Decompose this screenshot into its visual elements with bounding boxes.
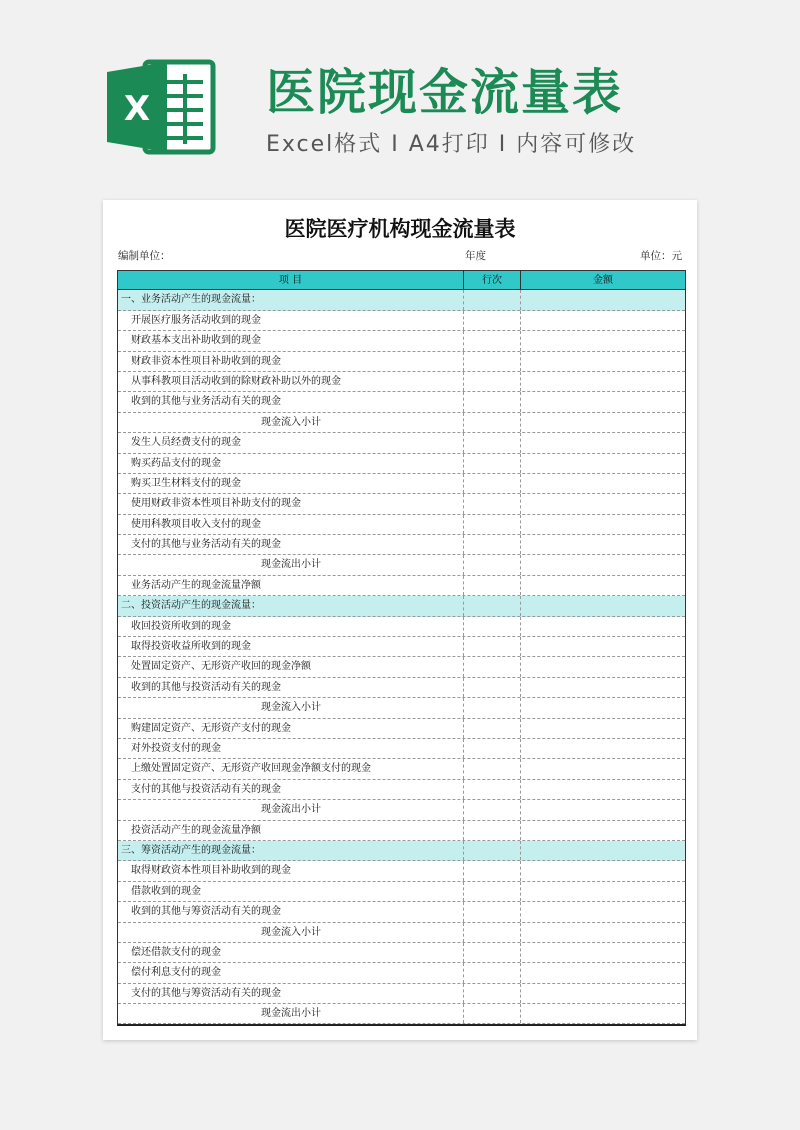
table-row	[118, 719, 685, 739]
line-no-cell[interactable]	[464, 739, 521, 758]
line-no-cell[interactable]	[464, 902, 521, 921]
section-row	[118, 596, 685, 616]
line-no-cell[interactable]	[464, 637, 521, 656]
table-row	[118, 474, 685, 494]
item-cell[interactable]: 开展医疗服务活动收到的现金	[118, 311, 464, 330]
year-label: 年度	[465, 250, 486, 262]
item-cell[interactable]: 发生人员经费支付的现金	[118, 433, 464, 452]
item-cell[interactable]: 现金流入小计	[118, 923, 464, 942]
currency-unit-label: 单位：元	[640, 250, 682, 262]
amount-cell[interactable]	[521, 719, 685, 738]
item-cell[interactable]: 购买药品支付的现金	[118, 454, 464, 473]
column-header-line-no: 行次	[464, 271, 521, 289]
amount-cell[interactable]	[521, 433, 685, 452]
table-row	[118, 759, 685, 779]
excel-logo-icon	[105, 58, 217, 156]
item-cell[interactable]: 收到的其他与业务活动有关的现金	[118, 392, 464, 411]
item-cell[interactable]: 现金流出小计	[118, 555, 464, 574]
table-row	[118, 433, 685, 453]
amount-cell[interactable]	[521, 800, 685, 819]
amount-cell[interactable]	[521, 943, 685, 962]
line-no-cell[interactable]	[464, 413, 521, 432]
excel-logo-letter: X	[123, 89, 151, 129]
line-no-cell[interactable]	[464, 678, 521, 697]
amount-cell[interactable]	[521, 474, 685, 493]
subtotal-row	[118, 1004, 685, 1024]
subtotal-row	[118, 413, 685, 433]
line-no-cell[interactable]	[464, 923, 521, 942]
amount-cell[interactable]	[521, 902, 685, 921]
cash-flow-table	[117, 270, 686, 1026]
line-no-cell[interactable]	[464, 759, 521, 778]
amount-cell[interactable]	[521, 596, 685, 615]
table-row	[118, 780, 685, 800]
amount-cell[interactable]	[521, 841, 685, 860]
column-header-item: 项 目	[118, 271, 464, 289]
line-no-cell[interactable]	[464, 474, 521, 493]
line-no-cell[interactable]	[464, 698, 521, 717]
table-row	[118, 515, 685, 535]
table-row	[118, 678, 685, 698]
line-no-cell[interactable]	[464, 433, 521, 452]
line-no-cell[interactable]	[464, 800, 521, 819]
item-cell[interactable]: 偿付利息支付的现金	[118, 963, 464, 982]
amount-cell[interactable]	[521, 555, 685, 574]
item-cell[interactable]: 对外投资支付的现金	[118, 739, 464, 758]
table-row	[118, 617, 685, 637]
amount-cell[interactable]	[521, 372, 685, 391]
amount-cell[interactable]	[521, 535, 685, 554]
line-no-cell[interactable]	[464, 494, 521, 513]
item-cell[interactable]: 使用科教项目收入支付的现金	[118, 515, 464, 534]
table-row	[118, 861, 685, 881]
amount-cell[interactable]	[521, 780, 685, 799]
line-no-cell[interactable]	[464, 882, 521, 901]
line-no-cell[interactable]	[464, 1004, 521, 1023]
amount-cell[interactable]	[521, 759, 685, 778]
table-row	[118, 392, 685, 412]
subtotal-row	[118, 555, 685, 575]
banner-subtitle: Excel格式 I A4打印 I 内容可修改	[266, 132, 637, 157]
amount-cell[interactable]	[521, 617, 685, 636]
line-no-cell[interactable]	[464, 535, 521, 554]
line-no-cell[interactable]	[464, 392, 521, 411]
table-row	[118, 943, 685, 963]
table-row	[118, 576, 685, 596]
table-row	[118, 311, 685, 331]
item-cell[interactable]: 上缴处置固定资产、无形资产收回现金净额支付的现金	[118, 759, 464, 778]
amount-cell[interactable]	[521, 392, 685, 411]
item-cell[interactable]: 购建固定资产、无形资产支付的现金	[118, 719, 464, 738]
table-row	[118, 331, 685, 351]
line-no-cell[interactable]	[464, 454, 521, 473]
line-no-cell[interactable]	[464, 352, 521, 371]
line-no-cell[interactable]	[464, 780, 521, 799]
line-no-cell[interactable]	[464, 617, 521, 636]
amount-cell[interactable]	[521, 515, 685, 534]
item-cell[interactable]: 购买卫生材料支付的现金	[118, 474, 464, 493]
table-row	[118, 739, 685, 759]
amount-cell[interactable]	[521, 861, 685, 880]
amount-cell[interactable]	[521, 657, 685, 676]
line-no-cell[interactable]	[464, 290, 521, 309]
subtotal-row	[118, 698, 685, 718]
line-no-cell[interactable]	[464, 861, 521, 880]
line-no-cell[interactable]	[464, 821, 521, 840]
amount-cell[interactable]	[521, 352, 685, 371]
table-row	[118, 902, 685, 922]
line-no-cell[interactable]	[464, 963, 521, 982]
item-cell[interactable]: 业务活动产生的现金流量净额	[118, 576, 464, 595]
item-cell[interactable]: 现金流出小计	[118, 800, 464, 819]
amount-cell[interactable]	[521, 454, 685, 473]
line-no-cell[interactable]	[464, 576, 521, 595]
line-no-cell[interactable]	[464, 596, 521, 615]
item-cell[interactable]: 财政非资本性项目补助收到的现金	[118, 352, 464, 371]
item-cell[interactable]: 财政基本支出补助收到的现金	[118, 331, 464, 350]
item-cell[interactable]: 收到的其他与投资活动有关的现金	[118, 678, 464, 697]
line-no-cell[interactable]	[464, 515, 521, 534]
banner-title: 医院现金流量表	[266, 64, 624, 121]
item-cell[interactable]: 借款收到的现金	[118, 882, 464, 901]
item-cell[interactable]: 从事科教项目活动收到的除财政补助以外的现金	[118, 372, 464, 391]
amount-cell[interactable]	[521, 963, 685, 982]
table-row	[118, 882, 685, 902]
amount-cell[interactable]	[521, 821, 685, 840]
item-cell[interactable]: 取得财政资本性项目补助收到的现金	[118, 861, 464, 880]
item-cell[interactable]: 支付的其他与业务活动有关的现金	[118, 535, 464, 554]
table-row	[118, 657, 685, 677]
item-cell[interactable]: 支付的其他与投资活动有关的现金	[118, 780, 464, 799]
table-row	[118, 637, 685, 657]
item-cell[interactable]: 收回投资所收到的现金	[118, 617, 464, 636]
amount-cell[interactable]	[521, 882, 685, 901]
item-cell[interactable]: 使用财政非资本性项目补助支付的现金	[118, 494, 464, 513]
amount-cell[interactable]	[521, 494, 685, 513]
line-no-cell[interactable]	[464, 943, 521, 962]
item-cell[interactable]: 投资活动产生的现金流量净额	[118, 821, 464, 840]
reporting-unit-label: 编制单位：	[118, 250, 171, 262]
amount-cell[interactable]	[521, 637, 685, 656]
table-row	[118, 372, 685, 392]
item-cell[interactable]: 偿还借款支付的现金	[118, 943, 464, 962]
line-no-cell[interactable]	[464, 372, 521, 391]
amount-cell[interactable]	[521, 576, 685, 595]
item-cell[interactable]: 三、筹资活动产生的现金流量：	[118, 841, 464, 860]
amount-cell[interactable]	[521, 413, 685, 432]
table-row	[118, 494, 685, 514]
table-header-row	[118, 270, 685, 290]
amount-cell[interactable]	[521, 698, 685, 717]
line-no-cell[interactable]	[464, 331, 521, 350]
line-no-cell[interactable]	[464, 841, 521, 860]
amount-cell[interactable]	[521, 923, 685, 942]
table-row	[118, 984, 685, 1004]
item-cell[interactable]: 收到的其他与筹资活动有关的现金	[118, 902, 464, 921]
section-row	[118, 841, 685, 861]
amount-cell[interactable]	[521, 739, 685, 758]
line-no-cell[interactable]	[464, 657, 521, 676]
section-row	[118, 290, 685, 310]
line-no-cell[interactable]	[464, 311, 521, 330]
item-cell[interactable]: 现金流入小计	[118, 698, 464, 717]
line-no-cell[interactable]	[464, 555, 521, 574]
sheet-title: 医院医疗机构现金流量表	[284, 217, 516, 241]
item-cell[interactable]: 一、业务活动产生的现金流量：	[118, 290, 464, 309]
amount-cell[interactable]	[521, 984, 685, 1003]
item-cell[interactable]: 现金流入小计	[118, 413, 464, 432]
table-row	[118, 454, 685, 474]
table-row	[118, 963, 685, 983]
table-row	[118, 352, 685, 372]
banner	[0, 0, 800, 190]
item-cell[interactable]: 支付的其他与筹资活动有关的现金	[118, 984, 464, 1003]
item-cell[interactable]: 现金流出小计	[118, 1004, 464, 1023]
column-header-amount: 金额	[593, 275, 613, 286]
subtotal-row	[118, 923, 685, 943]
item-cell[interactable]: 二、投资活动产生的现金流量：	[118, 596, 464, 615]
table-row	[118, 535, 685, 555]
item-cell[interactable]: 取得投资收益所收到的现金	[118, 637, 464, 656]
line-no-cell[interactable]	[464, 984, 521, 1003]
line-no-cell[interactable]	[464, 719, 521, 738]
amount-cell[interactable]	[521, 311, 685, 330]
table-row	[118, 821, 685, 841]
spreadsheet-page	[103, 200, 697, 1040]
amount-cell[interactable]	[521, 678, 685, 697]
amount-cell[interactable]	[521, 1004, 685, 1023]
item-cell[interactable]: 处置固定资产、无形资产收回的现金净额	[118, 657, 464, 676]
amount-cell[interactable]	[521, 290, 685, 309]
subtotal-row	[118, 800, 685, 820]
amount-cell[interactable]	[521, 331, 685, 350]
